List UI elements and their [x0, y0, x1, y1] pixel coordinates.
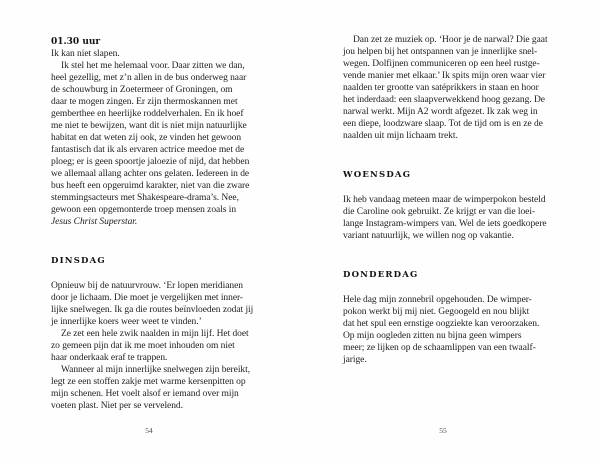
- right-page-text: [343, 34, 551, 366]
- text-line: je innerlijke koers weer weet te vinden.’: [51, 317, 202, 327]
- right-page: [300, 0, 600, 462]
- text-line: lange Instagram-wimpers van. Wel de iets goedkopere: [343, 219, 547, 229]
- text-line: jarige.: [343, 355, 367, 365]
- text-line: legt ze een stoffen zakje met warme kersenpitten op: [51, 377, 246, 387]
- text-line: de schouwburg in Zoetermeer of Groningen, om: [51, 85, 233, 95]
- section-heading: DINSDAG: [51, 256, 106, 266]
- text-line: Ze zet een hele zwik naalden in mijn lijf. Het doet: [61, 329, 249, 339]
- text-line: bus heeft een opgeruimd karakter, niet van die zware: [51, 181, 250, 191]
- text-line: haar onderkaak eraf te trappen.: [51, 353, 168, 363]
- text-line: lijke snelwegen. Ik ga die routes beïnvloeden zodat jij: [51, 305, 254, 315]
- text-line: voeten plast. Niet per se vervelend.: [51, 401, 183, 411]
- text-line: heel gezellig, met z’n allen in de bus onderweg naar: [51, 73, 247, 83]
- text-line: meer; ze lijken op de schaamlippen van een twaalf-: [343, 343, 536, 353]
- text-line: Ik stel het me helemaal voor. Daar zitten we dan,: [61, 61, 245, 71]
- time-heading: 01.30 uur: [51, 37, 101, 47]
- text-line: Jesus Christ Superstar.: [51, 217, 138, 227]
- text-line: me niet te bewijzen, want dit is niet mijn natuurlijke: [51, 121, 247, 131]
- text-line: dat het spul een ernstige oogziekte kan veroorzaken.: [343, 319, 540, 329]
- text-line: variant natuurlijk, we willen nog op vakantie.: [343, 231, 514, 241]
- left-page-text: [51, 36, 255, 412]
- text-line: jou helpen bij het ontspannen van je innerlijke snel-: [343, 47, 538, 57]
- section-heading: WOENSDAG: [343, 170, 412, 180]
- text-line: gewoon een opgemonterde troep mensen zoals in: [51, 205, 237, 215]
- text-line: naalden uit mijn lichaam trekt.: [343, 131, 458, 141]
- text-line: het inderdaad: een slaapverwekkend hoog gezang. De: [343, 95, 545, 105]
- text-line: wegen. Dolfijnen communiceren op een heel rustge-: [343, 59, 540, 69]
- text-line: Opnieuw bij de natuurvrouw. ‘Er lopen meridianen: [51, 281, 243, 291]
- section-heading: DONDERDAG: [343, 270, 419, 280]
- text-line: zo gemeen pijn dat ik me moet inhouden om niet: [51, 341, 235, 351]
- text-line: Wanneer al mijn innerlijke snelwegen zijn bereikt,: [61, 365, 251, 375]
- text-line: vende manier met elkaar.’ Ik spits mijn oren waar vier: [343, 71, 546, 81]
- left-page-number: 54: [145, 426, 153, 435]
- text-line: ploeg; er is geen spoortje jaloezie of nijd, dat hebben: [51, 157, 250, 167]
- text-line: narwal werkt. Mijn A2 wordt afgezet. Ik zak weg in: [343, 107, 538, 117]
- text-line: Op mijn oogleden zitten nu bijna geen wimpers: [343, 331, 522, 341]
- right-page-number: 55: [439, 426, 447, 435]
- text-line: pokon werkt bij mij niet. Gegoogeld en nou blijkt: [343, 307, 530, 317]
- text-line: een diepe, loodzware slaap. Tot de tijd om is en ze de: [343, 119, 543, 129]
- text-line: stemmingsacteurs met Shakespeare-drama’s. Nee,: [51, 193, 239, 203]
- text-line: Ik heb vandaag meteen maar de wimperpokon besteld: [343, 195, 546, 205]
- text-line: Hele dag mijn zonnebril opgehouden. De wimper-: [343, 295, 532, 305]
- text-line: naalden ter grootte van satéprikkers in staan en hoor: [343, 83, 539, 93]
- text-line: gemberthee en heerlijke roddelverhalen. En ik hoef: [51, 109, 244, 119]
- text-line: we allemaal allang achter ons gelaten. Iedereen in de: [51, 169, 250, 179]
- text-line: daar te mogen zingen. Er zijn thermoskannen met: [51, 97, 238, 107]
- text-line: die Caroline ook gebruikt. Ze krijgt er van die loei-: [343, 207, 536, 217]
- text-line: fantastisch dat ik als ervaren actrice meedoe met de: [51, 145, 245, 155]
- text-line: Dan zet ze muziek op. ‘Hoor je de narwal? Die gaat: [353, 35, 548, 45]
- text-line: habitat en dat weten zij ook, ze vinden het gewoon: [51, 133, 242, 143]
- text-line: mijn schenen. Het voelt alsof er iemand over mijn: [51, 389, 239, 399]
- text-line: Ik kan niet slapen.: [51, 49, 120, 59]
- text-line: door je lichaam. Die moet je vergelijken met inner-: [51, 293, 244, 303]
